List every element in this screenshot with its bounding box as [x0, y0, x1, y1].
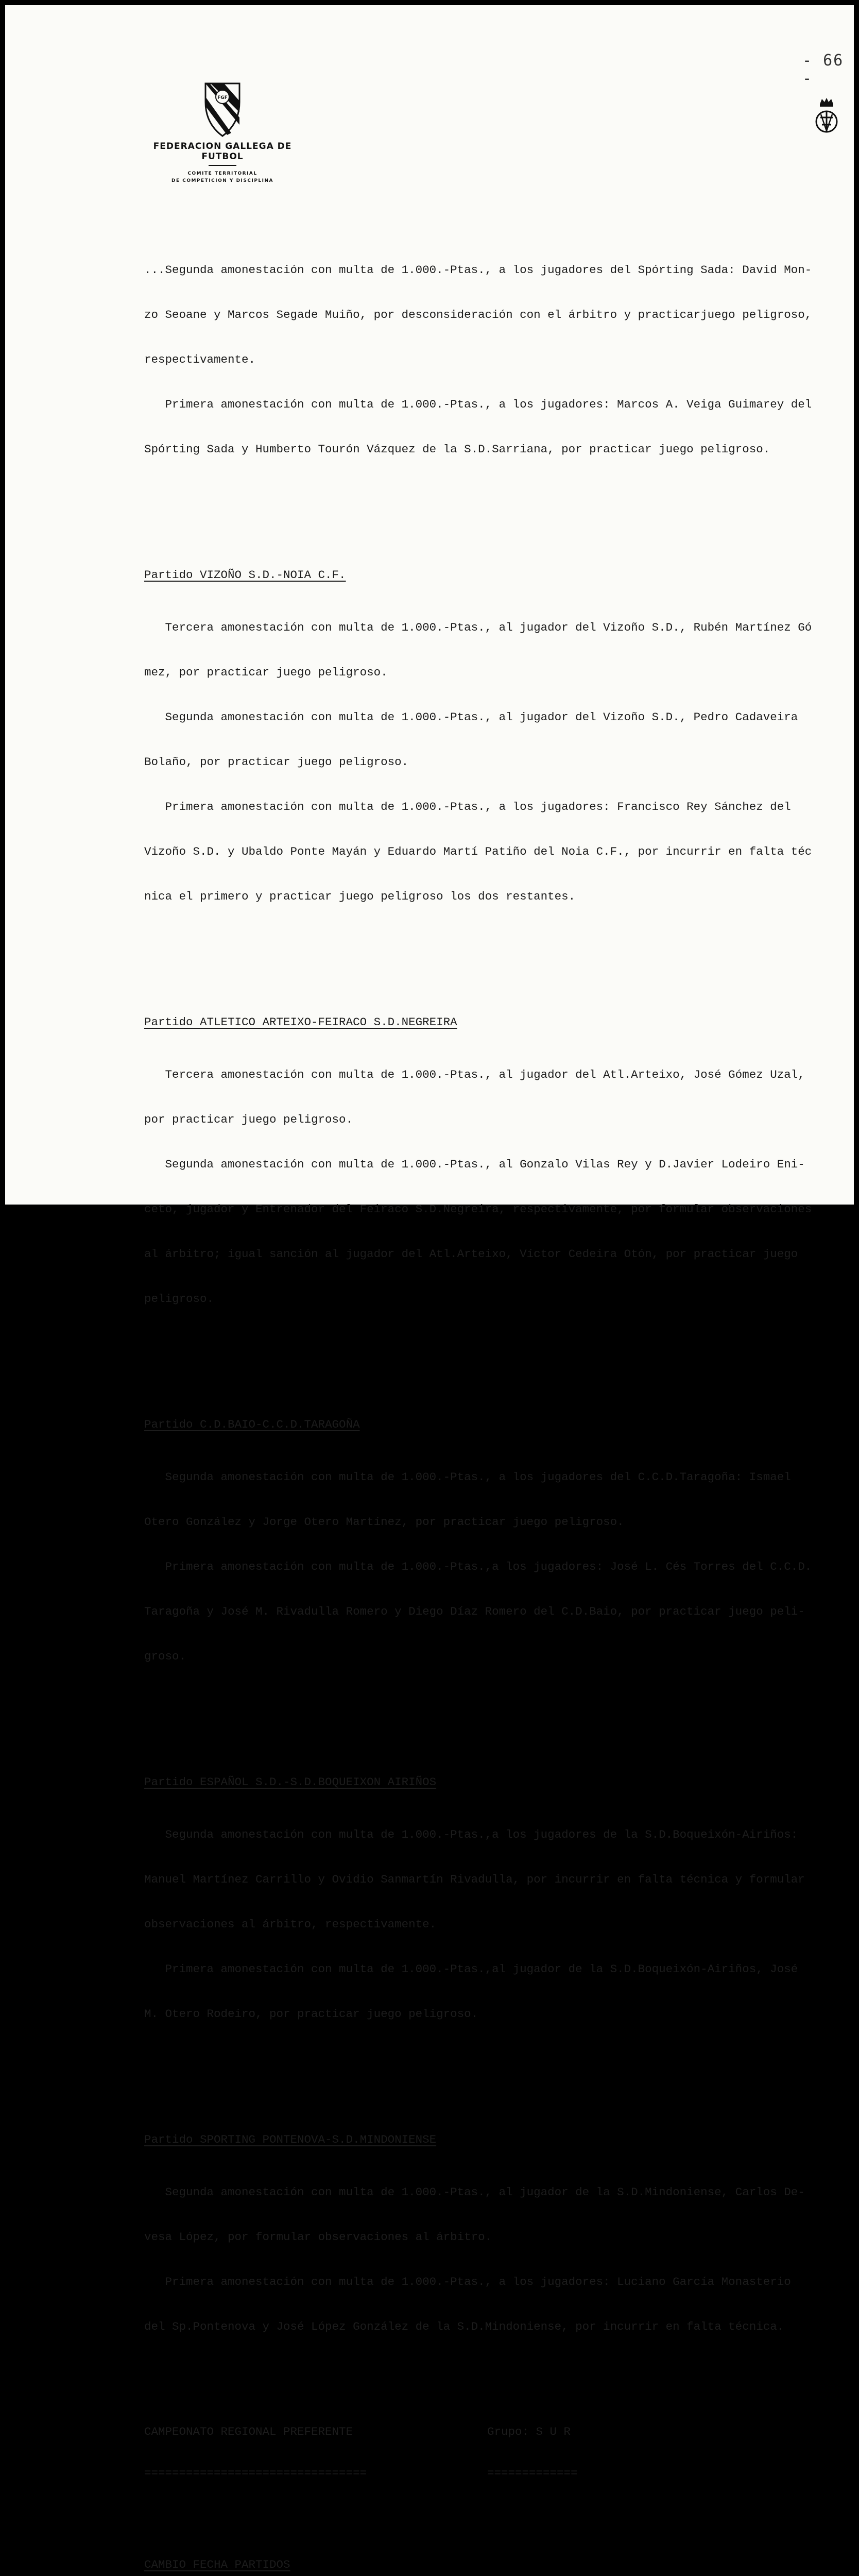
championship-rules	[144, 2466, 850, 2480]
section-baio-taragona	[144, 1381, 850, 1694]
section-cambio-fecha	[144, 2521, 850, 2576]
text-line: Segunda amonestación con multa de 1.000.-Ptas., al jugador del Vizoño S.D., Pedro Cadaveira	[144, 710, 798, 724]
svg-text:FGF: FGF	[217, 95, 228, 100]
royal-crest-icon	[815, 97, 838, 138]
text-line: Primera amonestación con multa de 1.000.-Ptas.,a los jugadores: José L. Cés Torres del C.C.D.	[144, 1560, 812, 1573]
text-line: ceto, jugador y Entrenador del Feiraco S.D.Negreira, respectivamente, por formular observaciones	[144, 1202, 812, 1216]
page-number: - 66 -	[802, 52, 844, 88]
committee-line-1: COMITE TERRITORIAL	[187, 171, 257, 176]
championship-header	[144, 2425, 850, 2439]
text-line: Segunda amonestación con multa de 1.000.-Ptas., a los jugadores del C.C.D.Taragoña: Ismael	[144, 1470, 791, 1484]
text-line: Otero González y Jorge Otero Martínez, por practicar juego peligroso.	[144, 1515, 624, 1529]
title-double-rule: ================================	[144, 2466, 367, 2480]
text-line: peligroso.	[144, 1292, 214, 1306]
section-arteixo-feiraco	[144, 979, 850, 1336]
section-heading: Partido VIZOÑO S.D.-NOIA C.F.	[144, 568, 346, 582]
text-line: Segunda amonestación con multa de 1.000.-Ptas., al Gonzalo Vilas Rey y D.Javier Lodeiro Eni-	[144, 1158, 805, 1171]
text-line: Tercera amonestación con multa de 1.000.-Ptas., al jugador del Atl.Arteixo, José Gómez Uzal,	[144, 1068, 805, 1081]
text-line: respectivamente.	[144, 353, 256, 366]
text-line: Tercera amonestación con multa de 1.000.-Ptas., al jugador del Vizoño S.D., Rubén Martínez Gó	[144, 621, 812, 634]
rfef-crest	[815, 97, 838, 141]
section-heading: Partido ATLETICO ARTEIXO-FEIRACO S.D.NEGREIRA	[144, 1015, 457, 1029]
text-line: Vizoño S.D. y Ubaldo Ponte Mayán y Eduardo Martí Patiño del Noia C.F., por incurrir en falta téc	[144, 845, 812, 858]
federation-shield-icon	[203, 81, 242, 138]
text-line: groso.	[144, 1650, 186, 1663]
championship-title: CAMPEONATO REGIONAL PREFERENTE	[144, 2425, 353, 2438]
section-heading: Partido ESPAÑOL S.D.-S.D.BOQUEIXON AIRIÑOS	[144, 1775, 437, 1789]
text-line: Segunda amonestación con multa de 1.000.-Ptas.,a los jugadores de la S.D.Boqueixón-Airiños:	[144, 1828, 798, 1841]
text-line: Spórting Sada y Humberto Tourón Vázquez de la S.D.Sarriana, por practicar juego peligroso.	[144, 443, 770, 456]
text-line: Primera amonestación con multa de 1.000.-Ptas., a los jugadores: Marcos A. Veiga Guimarey del	[144, 398, 812, 411]
text-line: Taragoña y José M. Rivadulla Romero y Diego Díaz Romero del C.D.Baio, por practicar juego peli-	[144, 1605, 805, 1618]
text-line: por practicar juego peligroso.	[144, 1113, 353, 1126]
championship-group: Grupo: S U R	[487, 2425, 571, 2438]
text-line: Bolaño, por practicar juego peligroso.	[144, 755, 409, 769]
text-line: Primera amonestación con multa de 1.000.-Ptas.,al jugador de la S.D.Boqueixón-Airiños, José	[144, 1962, 798, 1976]
text-line: del Sp.Pontenova y José López González de la S.D.Mindoniense, por incurrir en falta técnica.	[144, 2320, 784, 2333]
text-line: nica el primero y practicar juego peligroso los dos restantes.	[144, 890, 576, 903]
section-espanol-boqueixon	[144, 1739, 850, 2052]
federation-divider	[209, 165, 236, 166]
text-line: Manuel Martínez Carrillo y Ovidio Sanmartín Rivadulla, por incurrir en falta técnica y formular	[144, 1873, 805, 1886]
section-vizono-noia	[144, 532, 850, 934]
section-heading: Partido SPORTING PONTENOVA-S.D.MINDONIENSE	[144, 2133, 437, 2146]
document-body	[144, 203, 850, 2576]
committee-line-2: DE COMPETICION Y DISCIPLINA	[171, 178, 274, 183]
section-heading: Partido C.D.BAIO-C.C.D.TARAGOÑA	[144, 1418, 360, 1431]
text-line: observaciones al árbitro, respectivamente.	[144, 1918, 437, 1931]
text-line: M. Otero Rodeiro, por practicar juego peligroso.	[144, 2007, 478, 2021]
intro-paragraph	[144, 233, 850, 487]
group-double-rule: =============	[487, 2466, 578, 2480]
text-line: al árbitro; igual sanción al jugador del Atl.Arteixo, Víctor Cedeira Otón, por practicar juego	[144, 1247, 798, 1261]
text-line: vesa López, por formular observaciones al árbitro.	[144, 2230, 492, 2244]
text-line: Segunda amonestación con multa de 1.000.-Ptas., al jugador de la S.D.Mindoniense, Carlos De-	[144, 2185, 805, 2199]
section-pontenova-mindoniense	[144, 2096, 850, 2364]
text-line: zo Seoane y Marcos Segade Muiño, por desconsideración con el árbitro y practicarjuego peligroso,	[144, 308, 812, 321]
document-page	[5, 5, 854, 2571]
federation-name: FEDERACION GALLEGA DE FUTBOL	[153, 141, 292, 162]
federation-logo	[140, 81, 305, 184]
section-heading: CAMBIO FECHA PARTIDOS	[144, 2558, 290, 2571]
text-line: mez, por practicar juego peligroso.	[144, 666, 388, 679]
text-line: Primera amonestación con multa de 1.000.-Ptas., a los jugadores: Luciano García Monasterio	[144, 2275, 791, 2289]
text-line: ...Segunda amonestación con multa de 1.000.-Ptas., a los jugadores del Spórting Sada: David Mon-	[144, 263, 812, 277]
text-line: Primera amonestación con multa de 1.000.-Ptas., a los jugadores: Francisco Rey Sánchez del	[144, 800, 791, 814]
